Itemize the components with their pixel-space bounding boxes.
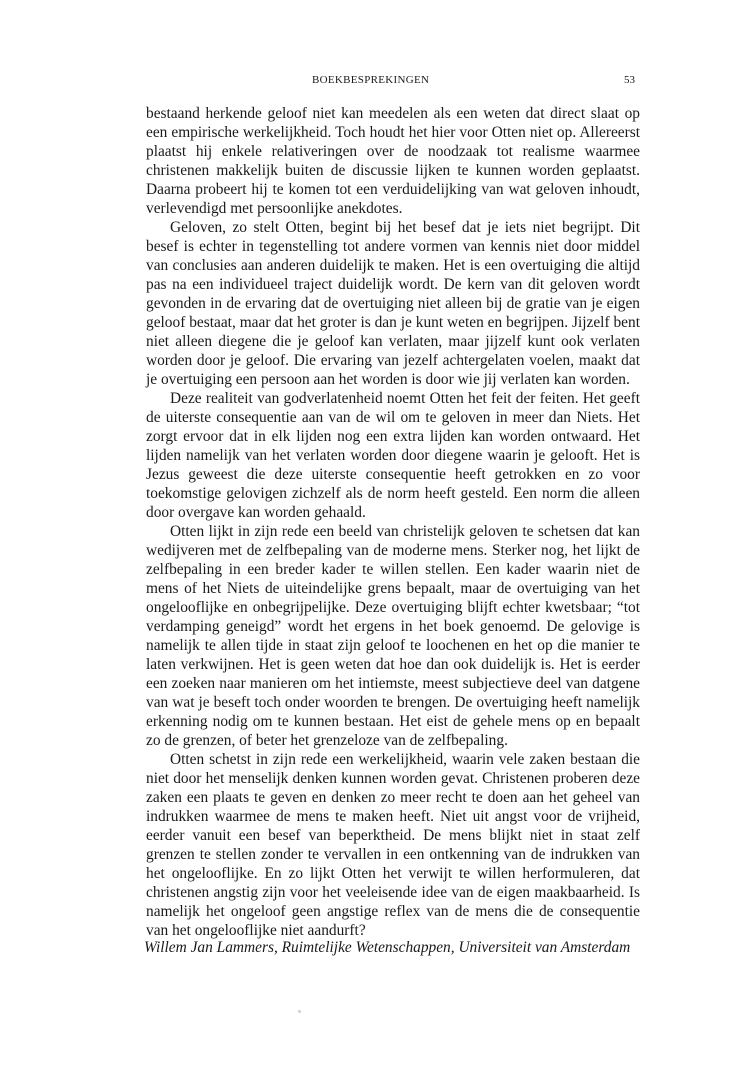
scan-speck: [298, 1010, 301, 1013]
running-head: BOEKBESPREKINGEN: [312, 74, 430, 86]
page-number: 53: [624, 74, 635, 86]
article-body: [146, 104, 640, 940]
paragraph-4: Otten lijkt in zijn rede een beeld van christelijk geloven te schetsen dat kan wedijveren met de zelfbepaling van de moderne mens. Sterker nog, het lijkt de zelfbepaling in een breder kader te willen stellen. Een kader waarin niet de mens of het Niets de uiteindelijke grens bepaalt, maar de overtuiging van het ongelooflijke en onbegrijpelijke. Deze overtuiging blijft echter kwetsbaar; “tot verdamping geneigd” wordt het ergens in het boek genoemd. De gelovige is namelijk te allen tijde in staat zijn geloof te loochenen en het op die manier te laten verkwijnen. Het is geen weten dat hoe dan ook duidelijk is. Het is eerder een zoeken naar manieren om het intiemste, meest subjectieve deel van datgene van wat je beseft toch onder woorden te brengen. De overtuiging heeft namelijk erkenning nodig om te kunnen bestaan. Het eist de gehele mens op en bepaalt zo de grenzen, of beter het grenzeloze van de zelfbepaling.: [146, 523, 640, 749]
paragraph-5: Otten schetst in zijn rede een werkelijkheid, waarin vele zaken bestaan die niet door het menselijk denken kunnen worden gevat. Christenen proberen deze zaken een plaats te geven en denken zo meer recht te doen aan het geheel van indrukken waarmee de mens te maken heeft. Niet uit angst voor de vrijheid, eerder vanuit een besef van beperktheid. De mens blijkt niet in staat zelf grenzen te stellen zonder te vervallen in een ontkenning van de indrukken van het ongelooflijke. En zo lijkt Otten het verwijt te willen herformuleren, dat christenen angstig zijn voor het veeleisende idee van de eigen maakbaarheid. Is namelijk het ongeloof geen angstige reflex van de mens die de consequentie van het ongelooflijke niet aandurft?: [146, 751, 640, 939]
paragraph-1: bestaand herkende geloof niet kan meedelen als een weten dat direct slaat op een empirische werkelijkheid. Toch houdt het hier voor Otten niet op. Allereerst plaatst hij enkele relativeringen over de noodzaak tot realisme waarmee christenen makkelijk buiten de discussie lijken te kunnen worden geplaatst. Daarna probeert hij te komen tot een verduidelijking van wat geloven inhoudt, verlevendigd met persoonlijke anekdotes.: [146, 105, 640, 217]
author-signature: Willem Jan Lammers, Ruimtelijke Wetenschappen, Universiteit van Amsterdam: [144, 939, 631, 956]
paragraph-2: Geloven, zo stelt Otten, begint bij het besef dat je iets niet begrijpt. Dit besef is echter in tegenstelling tot andere vormen van kennis niet door middel van conclusies aan anderen duidelijk te maken. Het is een overtuiging die altijd pas na een individueel traject duidelijk wordt. De kern van dit geloven wordt gevonden in de ervaring dat de overtuiging niet alleen bij de gratie van je eigen geloof bestaat, maar dat het groter is dan je kunt weten en begrijpen. Jijzelf bent niet alleen diegene die je geloof kan verlaten, maar jijzelf kunt ook verlaten worden door je geloof. Die ervaring van jezelf achtergelaten voelen, maakt dat je overtuiging een persoon aan het worden is door wie jij verlaten kan worden.: [146, 219, 640, 388]
paragraph-3: Deze realiteit van godverlatenheid noemt Otten het feit der feiten. Het geeft de uiterste consequentie aan van de wil om te geloven in meer dan Niets. Het zorgt ervoor dat in elk lijden nog een extra lijden kan worden ontwaard. Het lijden namelijk van het verlaten worden door diegene waarin je gelooft. Het is Jezus geweest die deze uiterste consequentie heeft getrokken en zo voor toekomstige gelovigen zichzelf als de norm heeft gesteld. Een norm die alleen door overgave kan worden gehaald.: [146, 390, 640, 521]
